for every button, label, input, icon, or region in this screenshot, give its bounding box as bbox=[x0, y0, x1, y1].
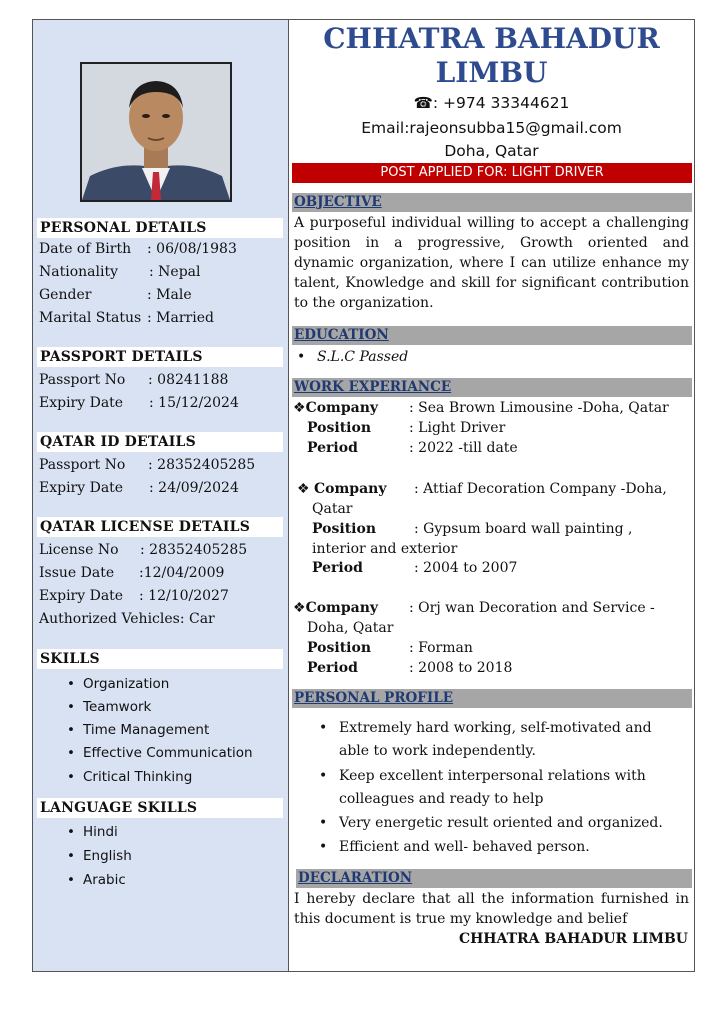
qatar-id-heading: QATAR ID DETAILS bbox=[37, 432, 283, 452]
resume-sheet bbox=[32, 19, 695, 972]
name-line-1: CHHATRA BAHADUR bbox=[323, 22, 660, 55]
skill-item: • Time Management bbox=[83, 721, 209, 739]
profile-item: • Efficient and well- behaved person. bbox=[339, 836, 679, 859]
qid-no-row bbox=[39, 456, 256, 474]
job-2-position-label: Position bbox=[312, 521, 376, 537]
declaration-heading: DECLARATION bbox=[296, 869, 692, 888]
license-expiry-value: : 12/10/2027 bbox=[139, 588, 229, 604]
profile-item: • Keep excellent interpersonal relations with colleagues and ready to help bbox=[339, 765, 679, 811]
job-2-position-cont: interior and exterior bbox=[312, 541, 458, 557]
declaration-text: I hereby declare that all the information furnished in this document is true my knowledge and belief bbox=[294, 891, 689, 927]
qid-expiry-label: Expiry Date bbox=[39, 480, 124, 496]
license-no-row bbox=[39, 541, 248, 559]
job-1-company-row: ❖Company bbox=[293, 400, 379, 416]
signature-name: CHHATRA BAHADUR LIMBU bbox=[458, 931, 688, 947]
job-1-position: : Light Driver bbox=[409, 420, 506, 436]
education-heading: EDUCATION bbox=[292, 326, 692, 345]
job-2-position: : Gypsum board wall painting , bbox=[414, 521, 633, 537]
objective-heading: OBJECTIVE bbox=[292, 193, 692, 212]
company-label: Company bbox=[305, 400, 379, 416]
dob-label: Date of Birth bbox=[39, 241, 132, 257]
skills-heading: SKILLS bbox=[37, 649, 283, 669]
job-3-position-label: Position bbox=[307, 640, 371, 656]
passport-no-label: Passport No bbox=[39, 372, 126, 388]
education-item-text: S.L.C Passed bbox=[317, 349, 409, 365]
license-issue-value: :12/04/2009 bbox=[139, 565, 225, 581]
job-2-company-row: ❖ Company bbox=[297, 481, 387, 497]
job-1-period-label: Period bbox=[307, 440, 358, 456]
license-no-value: : 28352405285 bbox=[140, 542, 248, 558]
nationality-row bbox=[39, 263, 201, 281]
passport-expiry-value: : 15/12/2024 bbox=[149, 395, 239, 411]
post-applied-banner: POST APPLIED FOR: LIGHT DRIVER bbox=[292, 163, 692, 183]
skill-item: • Teamwork bbox=[83, 698, 151, 716]
skill-item: • Organization bbox=[83, 675, 169, 693]
job-3-company: : Orj wan Decoration and Service - bbox=[409, 600, 655, 616]
job-3-company-row: ❖Company bbox=[293, 600, 379, 616]
passport-no-row bbox=[39, 371, 229, 389]
main-column bbox=[289, 20, 694, 971]
authorized-vehicles-label: Authorized Vehicles: Car bbox=[39, 611, 215, 627]
telephone-icon: ☎ bbox=[413, 94, 433, 112]
phone-number: : +974 33344621 bbox=[432, 94, 570, 112]
email-line: Email:rajeonsubba15@gmail.com bbox=[361, 119, 622, 137]
language-item: • Arabic bbox=[83, 871, 126, 889]
job-3-period-label: Period bbox=[307, 660, 358, 676]
job-1-period: : 2022 -till date bbox=[409, 440, 518, 456]
license-issue-row bbox=[39, 564, 225, 582]
job-2-company-cont: Qatar bbox=[312, 501, 353, 517]
job-2-period-label: Period bbox=[312, 560, 363, 576]
name-line-2: LIMBU bbox=[435, 56, 548, 89]
education-item: • S.L.C Passed bbox=[297, 349, 409, 365]
authorized-vehicles-row bbox=[39, 610, 215, 628]
profile-heading: PERSONAL PROFILE bbox=[292, 689, 692, 708]
job-1-position-label: Position bbox=[307, 420, 371, 436]
personal-details-heading: PERSONAL DETAILS bbox=[37, 218, 283, 238]
objective-text: A purposeful individual willing to accept a challenging position in a progressive, Growth oriented and dynamic organization, where I can utilize enhance my talent, Knowledge and skill for significant contribution to the organization. bbox=[294, 215, 689, 311]
marital-label: Marital Status bbox=[39, 310, 142, 326]
job-1-company: : Sea Brown Limousine -Doha, Qatar bbox=[409, 400, 669, 416]
license-no-label: License No bbox=[39, 542, 119, 558]
passport-expiry-label: Expiry Date bbox=[39, 395, 124, 411]
skill-item: • Critical Thinking bbox=[83, 768, 192, 786]
profile-item: • Extremely hard working, self-motivated and able to work independently. bbox=[339, 717, 679, 763]
license-issue-label: Issue Date bbox=[39, 565, 115, 581]
profile-item: • Very energetic result oriented and organized. bbox=[339, 812, 679, 835]
nationality-label: Nationality bbox=[39, 264, 118, 280]
profile-photo bbox=[80, 62, 232, 202]
language-item: • Hindi bbox=[83, 823, 118, 841]
language-item: • English bbox=[83, 847, 132, 865]
qid-expiry-row bbox=[39, 479, 239, 497]
marital-row bbox=[39, 309, 214, 327]
language-heading: LANGUAGE SKILLS bbox=[37, 798, 283, 818]
marital-value: : Married bbox=[147, 310, 214, 326]
gender-row bbox=[39, 286, 192, 304]
job-2-period: : 2004 to 2007 bbox=[414, 560, 518, 576]
qid-no-value: : 28352405285 bbox=[148, 457, 256, 473]
passport-no-value: : 08241188 bbox=[148, 372, 229, 388]
gender-label: Gender bbox=[39, 287, 92, 303]
work-heading: WORK EXPERIANCE bbox=[292, 378, 692, 397]
license-heading: QATAR LICENSE DETAILS bbox=[37, 517, 283, 537]
location-line: Doha, Qatar bbox=[444, 142, 539, 160]
qid-expiry-value: : 24/09/2024 bbox=[149, 480, 239, 496]
sidebar bbox=[33, 20, 289, 971]
job-3-company-cont: Doha, Qatar bbox=[307, 620, 394, 636]
license-expiry-row bbox=[39, 587, 229, 605]
license-expiry-label: Expiry Date bbox=[39, 588, 124, 604]
passport-expiry-row bbox=[39, 394, 239, 412]
qid-no-label: Passport No bbox=[39, 457, 126, 473]
skill-item: • Effective Communication bbox=[83, 744, 253, 762]
job-3-position: : Forman bbox=[409, 640, 473, 656]
job-2-company: : Attiaf Decoration Company -Doha, bbox=[414, 481, 667, 497]
dob-value: : 06/08/1983 bbox=[147, 241, 237, 257]
dob-row bbox=[39, 240, 237, 258]
phone-line bbox=[289, 93, 694, 113]
passport-heading: PASSPORT DETAILS bbox=[37, 347, 283, 367]
nationality-value: : Nepal bbox=[149, 264, 201, 280]
job-3-period: : 2008 to 2018 bbox=[409, 660, 513, 676]
gender-value: : Male bbox=[147, 287, 192, 303]
